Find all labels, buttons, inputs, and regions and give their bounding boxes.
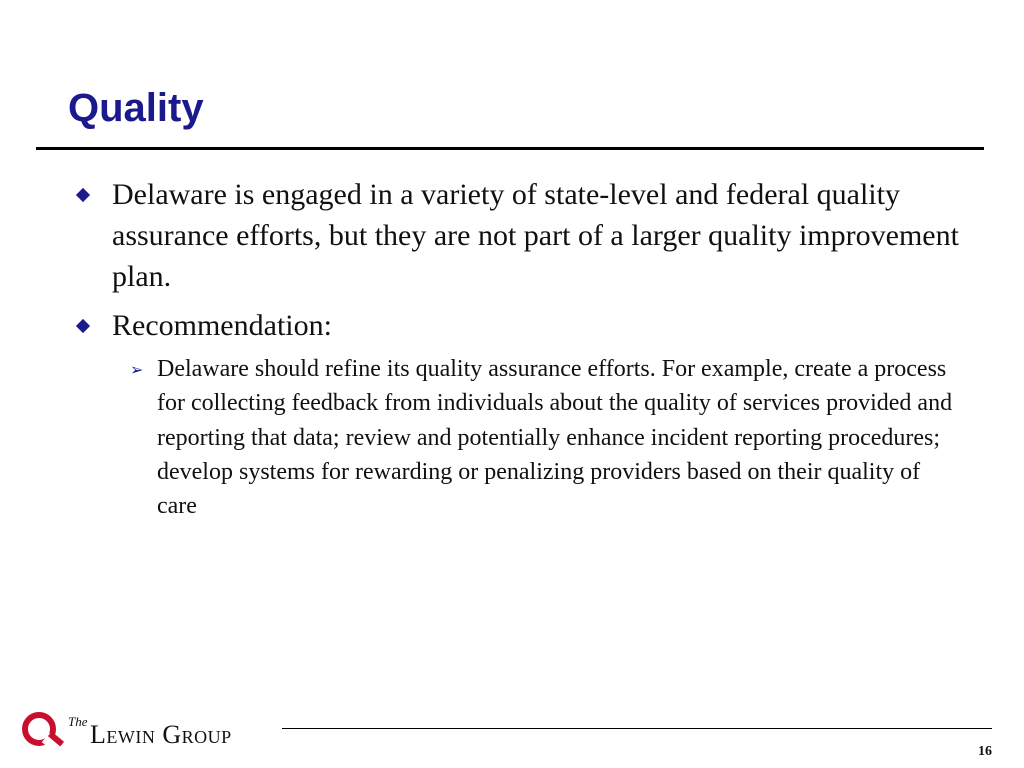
sub-bullet-text: Delaware should refine its quality assurance efforts. For example, create a process for collecting feedback from individuals about the quality of services provided and reporting that data; review and potentially enhance incident reporting procedures; develop systems for rewarding or penalizing providers based on their quality of care: [157, 356, 953, 520]
bullet-text: Delaware is engaged in a variety of state-level and federal quality assurance efforts, but they are not part of a larger quality improvement plan.: [112, 178, 959, 293]
logo-wordmark: Lewin Group: [90, 720, 232, 749]
diamond-bullet-icon: [76, 188, 90, 202]
bullet-text: Recommendation:: [112, 309, 332, 342]
logo-wordmark-the: The: [68, 714, 88, 729]
slide-title: Quality: [68, 86, 204, 130]
diamond-bullet-icon: [76, 319, 90, 333]
page-number: 16: [978, 744, 992, 759]
footer-divider: [282, 728, 992, 729]
arrowhead-bullet-icon: ➢: [130, 360, 144, 379]
company-logo: [22, 712, 282, 756]
title-divider: [36, 147, 984, 150]
